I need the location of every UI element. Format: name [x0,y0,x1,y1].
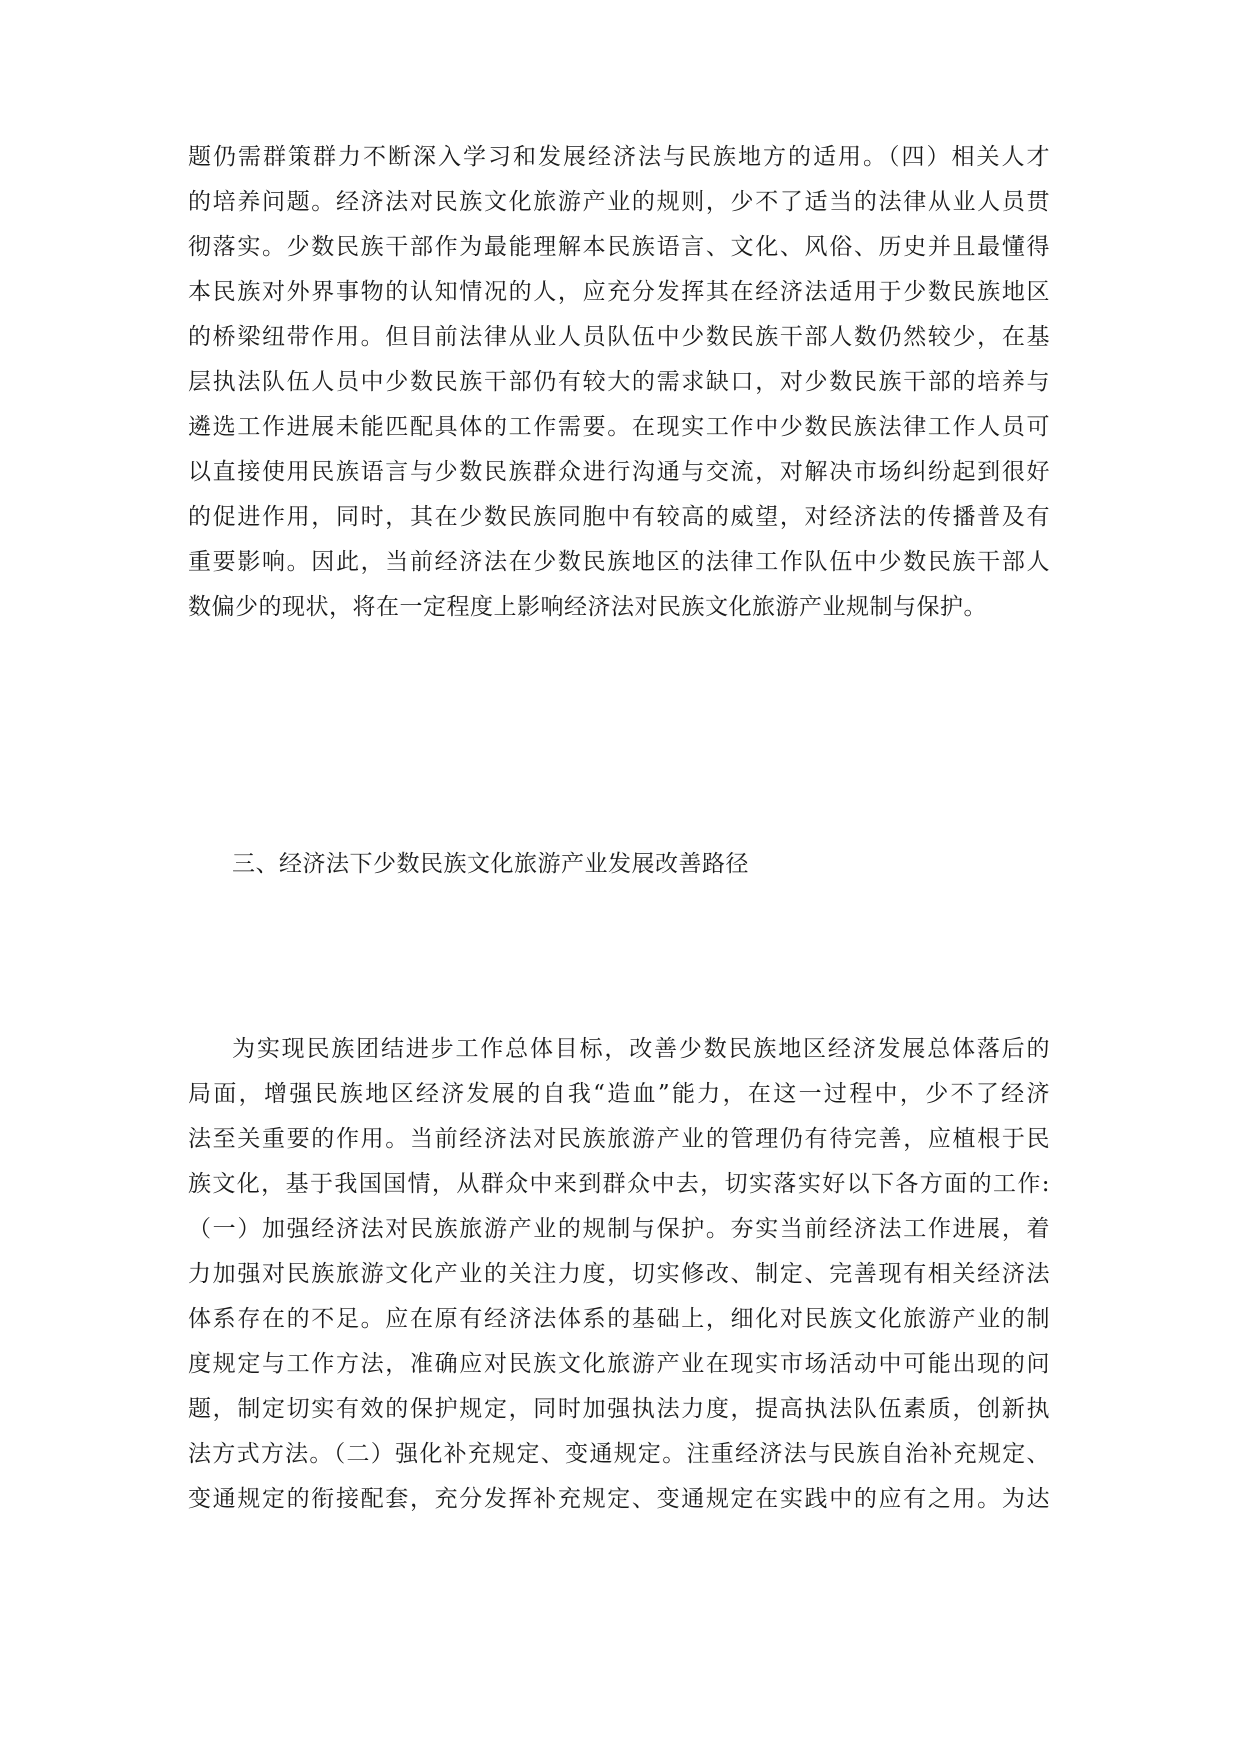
text-line: 遴选工作进展未能匹配具体的工作需要。在现实工作中少数民族法律工作人员可 [188,414,1050,440]
text-line: 体系存在的不足。应在原有经济法体系的基础上，细化对民族文化旅游产业的制 [188,1306,1050,1332]
text-line: 为实现民族团结进步工作总体目标，改善少数民族地区经济发展总体落后的 [232,1036,1050,1062]
text-line: 族文化，基于我国国情，从群众中来到群众中去，切实落实好以下各方面的工作: [188,1171,1050,1197]
text-line: 力加强对民族旅游文化产业的关注力度，切实修改、制定、完善现有相关经济法 [188,1261,1050,1287]
text-line: 局面，增强民族地区经济发展的自我“造血”能力，在这一过程中，少不了经济 [188,1081,1050,1107]
text-line: 本民族对外界事物的认知情况的人，应充分发挥其在经济法适用于少数民族地区 [188,279,1050,305]
text-line: 题仍需群策群力不断深入学习和发展经济法与民族地方的适用。（四）相关人才 [188,144,1050,170]
text-line: 度规定与工作方法，准确应对民族文化旅游产业在现实市场活动中可能出现的问 [188,1351,1050,1377]
text-line: 数偏少的现状，将在一定程度上影响经济法对民族文化旅游产业规制与保护。 [188,594,987,620]
section-heading: 三、经济法下少数民族文化旅游产业发展改善路径 [232,851,749,877]
text-line: 的桥梁纽带作用。但目前法律从业人员队伍中少数民族干部人数仍然较少，在基 [188,324,1050,350]
text-line: 重要影响。因此，当前经济法在少数民族地区的法律工作队伍中少数民族干部人 [188,549,1050,575]
text-line: 彻落实。少数民族干部作为最能理解本民族语言、文化、风俗、历史并且最懂得 [188,234,1050,260]
text-line: 变通规定的衔接配套，充分发挥补充规定、变通规定在实践中的应有之用。为达 [188,1486,1050,1512]
text-line: 题，制定切实有效的保护规定，同时加强执法力度，提高执法队伍素质，创新执 [188,1396,1050,1422]
text-line: 的促进作用，同时，其在少数民族同胞中有较高的威望，对经济法的传播普及有 [188,504,1050,530]
text-line: 层执法队伍人员中少数民族干部仍有较大的需求缺口，对少数民族干部的培养与 [188,369,1050,395]
text-line: 法至关重要的作用。当前经济法对民族旅游产业的管理仍有待完善，应植根于民 [188,1126,1050,1152]
text-line: 以直接使用民族语言与少数民族群众进行沟通与交流，对解决市场纠纷起到很好 [188,459,1050,485]
text-line: 法方式方法。（二）强化补充规定、变通规定。注重经济法与民族自治补充规定、 [188,1441,1050,1467]
text-line: 的培养问题。经济法对民族文化旅游产业的规则，少不了适当的法律从业人员贯 [188,189,1050,215]
text-line: （一）加强经济法对民族旅游产业的规制与保护。夯实当前经济法工作进展，着 [188,1216,1050,1242]
